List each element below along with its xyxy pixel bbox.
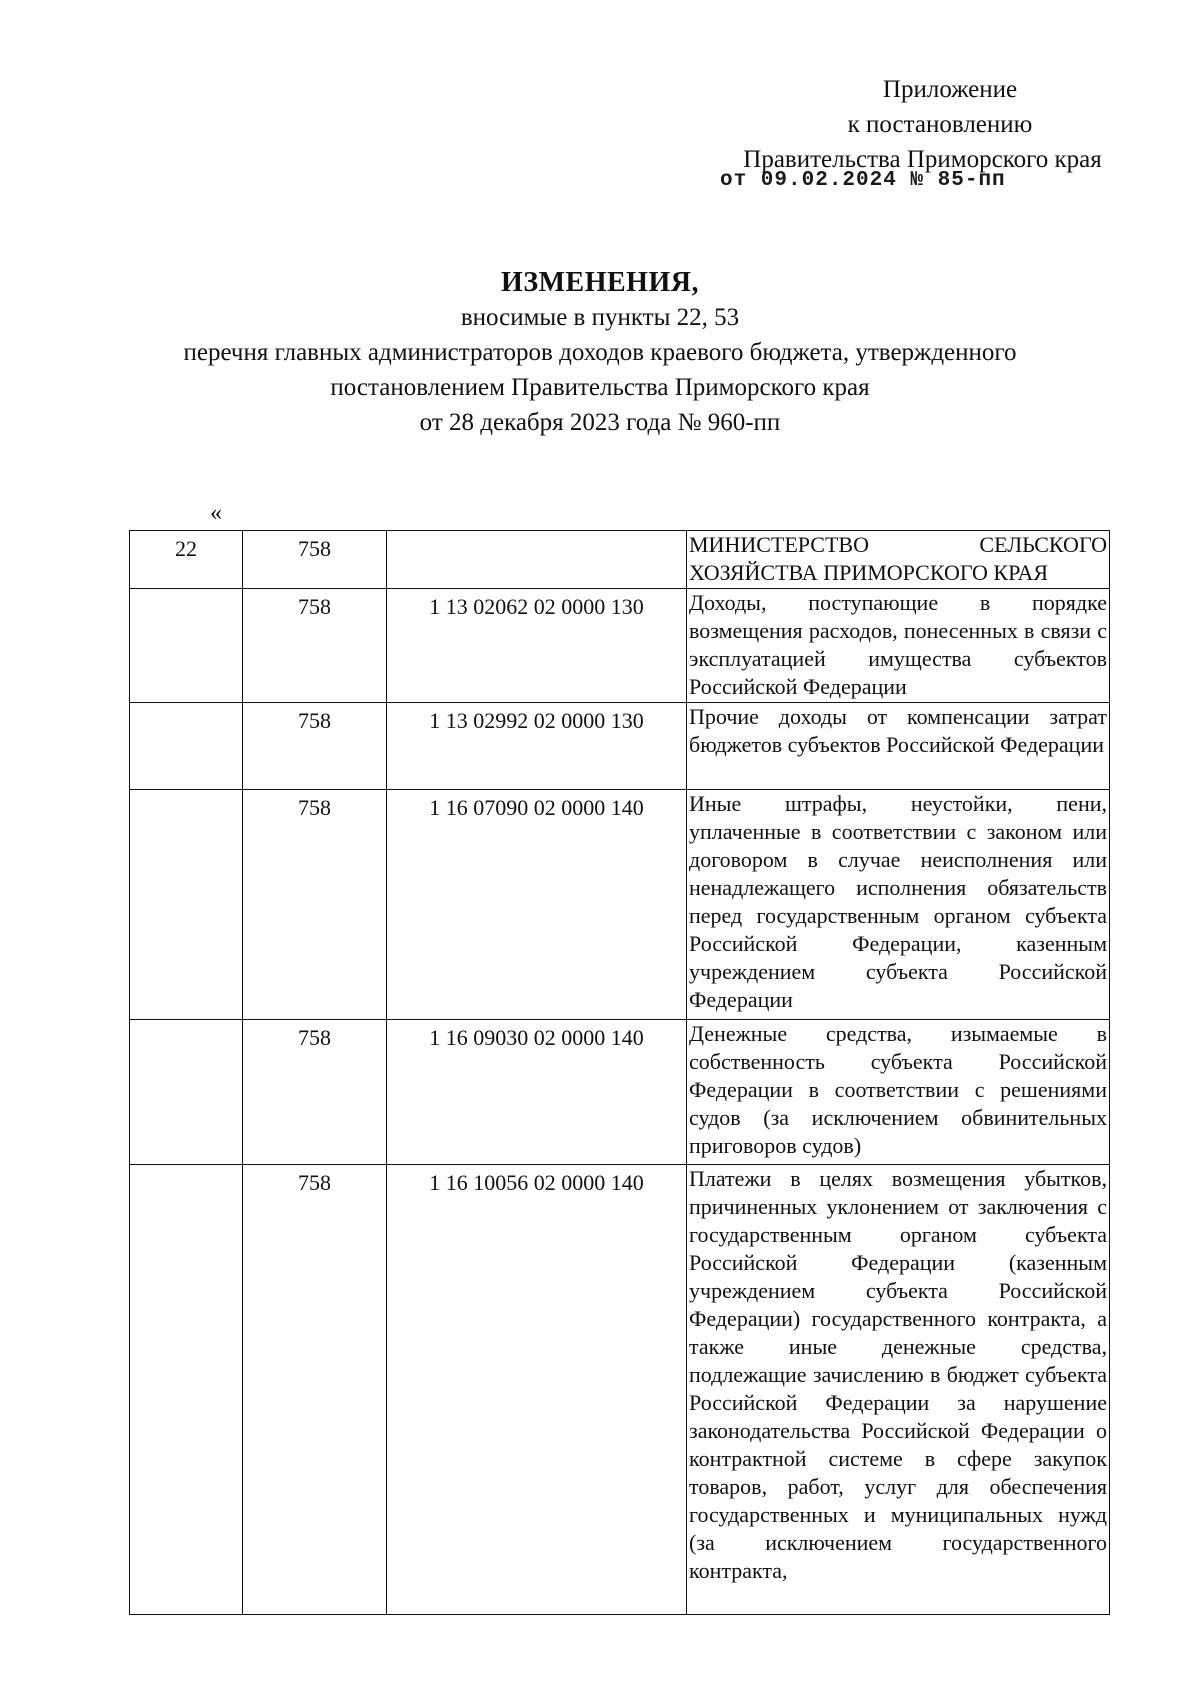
row-number (130, 589, 243, 703)
revenue-name: Доходы, поступающие в порядке возмещения расходов, понесенных в связи с эксплуатацией имущества субъектов Российской Федерации (687, 589, 1110, 703)
revenue-name: Денежные средства, изымаемые в собственность субъекта Российской Федерации в соответствии с решениями судов (за исключением обвинительных приговоров судов) (687, 1020, 1110, 1165)
revenue-administrators-table (129, 530, 1110, 1615)
table-row (130, 790, 1110, 1020)
revenue-name: Прочие доходы от компенсации затрат бюджетов субъектов Российской Федерации (687, 703, 1110, 790)
revenue-code: 1 13 02992 02 0000 130 (387, 703, 687, 790)
heading-line-3: постановлением Правительства Приморского края (330, 374, 870, 401)
table-row (130, 1020, 1110, 1165)
row-number (130, 1020, 243, 1165)
appendix-authority: Правительства Приморского края (743, 146, 1102, 173)
admin-code: 758 (243, 1020, 387, 1165)
document-heading (0, 265, 1200, 440)
heading-line-2: перечня главных администраторов доходов краевого бюджета, утвержденного (183, 339, 1017, 366)
revenue-name: Иные штрафы, неустойки, пени, уплаченные в соответствии с законом или договором в случае неисполнения или ненадлежащего исполнения обязательств перед государственным органом субъекта Российской Федерации, казенным учреждением субъекта Российской Федерации (687, 790, 1110, 1020)
revenue-code (387, 531, 687, 589)
admin-code: 758 (243, 790, 387, 1020)
revenue-name: МИНИСТЕРСТВО СЕЛЬСКОГО ХОЗЯЙСТВА ПРИМОРСКОГО КРАЯ (687, 531, 1110, 589)
table-row (130, 1165, 1110, 1615)
table-row (130, 589, 1110, 703)
appendix-title: Приложение (882, 76, 1018, 103)
revenue-code: 1 13 02062 02 0000 130 (387, 589, 687, 703)
appendix-reference: к постановлению (847, 111, 1033, 138)
row-number (130, 703, 243, 790)
row-number (130, 1165, 243, 1615)
heading-line-1: вносимые в пункты 22, 53 (460, 304, 740, 331)
heading-line-4: от 28 декабря 2023 года № 960-пп (419, 409, 781, 436)
opening-quote: « (210, 500, 222, 526)
table-row (130, 703, 1110, 790)
admin-code: 758 (243, 589, 387, 703)
revenue-name: Платежи в целях возмещения убытков, причиненных уклонением от заключения с государственным органом субъекта Российской Федерации (казенным учреждением субъекта Российской Федерации) государственного контракта, а также иные денежные средства, подлежащие зачислению в бюджет субъекта Российской Федерации за нарушение законодательства Российской Федерации о контрактной системе в сфере закупок товаров, работ, услуг для обеспечения государственных и муниципальных нужд (за исключением государственного контракта, (687, 1165, 1110, 1615)
admin-code: 758 (243, 703, 387, 790)
admin-code: 758 (243, 1165, 387, 1615)
revenue-code: 1 16 09030 02 0000 140 (387, 1020, 687, 1165)
row-number: 22 (130, 531, 243, 589)
admin-code: 758 (243, 531, 387, 589)
appendix-block (635, 72, 1105, 177)
revenue-code: 1 16 10056 02 0000 140 (387, 1165, 687, 1615)
row-number (130, 790, 243, 1020)
table-row (130, 531, 1110, 589)
revenue-code: 1 16 07090 02 0000 140 (387, 790, 687, 1020)
date-number-stamp: от 09.02.2024 № 85-пп (720, 169, 1006, 192)
document-title: ИЗМЕНЕНИЯ, (501, 267, 699, 298)
